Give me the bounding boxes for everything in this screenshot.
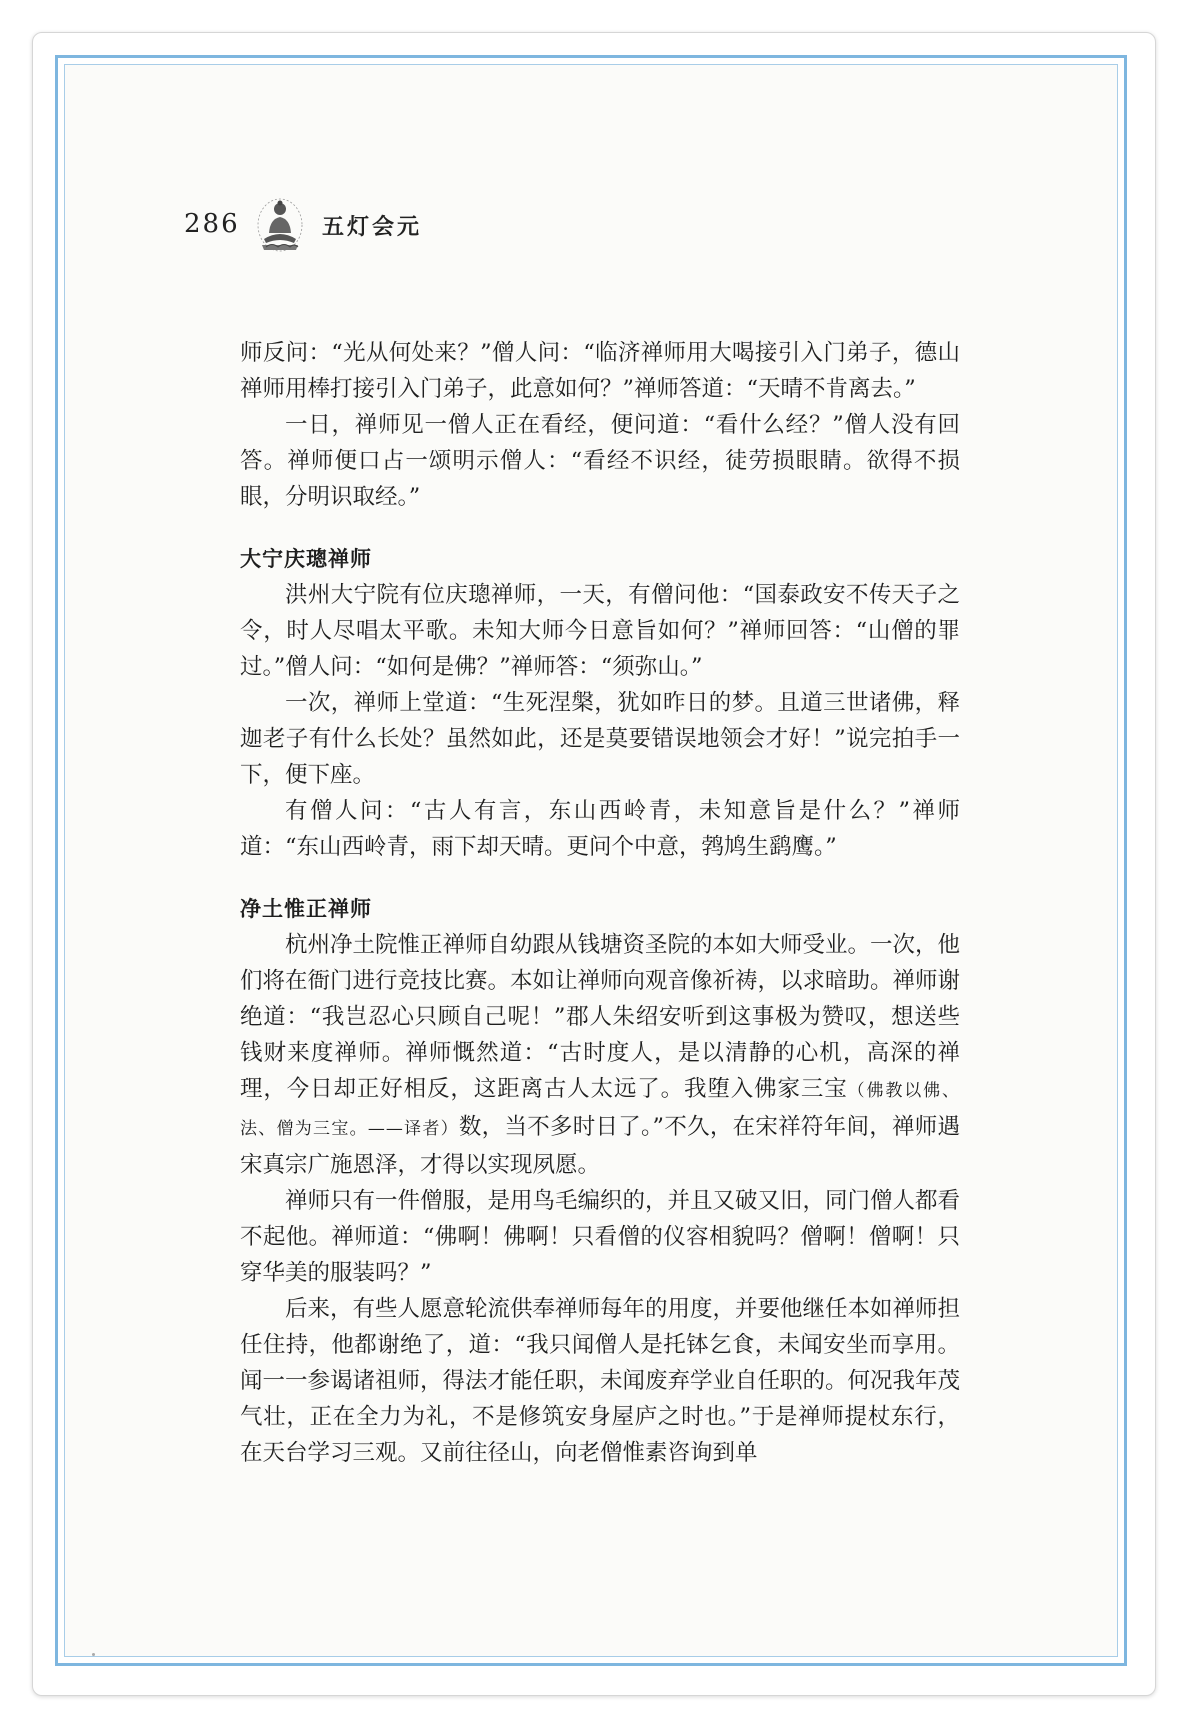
paragraph: 后来，有些人愿意轮流供奉禅师每年的用度，并要他继任本如禅师担任住持，他都谢绝了，道：“我只闻僧人是托钵乞食，未闻安坐而享用。闻一一参谒诸祖师，得法才能任职，未闻废弃学业自任职的。何况我年茂气壮，正在全力为礼，不是修筑安身屋庐之时也。”于是禅师提杖东行，在天台学习三观。又前往径山，向老僧惟素咨询到单 xyxy=(240,1296,961,1466)
paragraph-text: 数，当不多时日了。”不久，在宋祥符年间，禅师遇宋真宗广施恩泽，才得以实现夙愿。 xyxy=(240,1114,960,1178)
section-heading: 大宁庆璁禅师 xyxy=(240,547,372,571)
paragraph xyxy=(240,927,960,1183)
paragraph: 有僧人问：“古人有言，东山西岭青，未知意旨是什么？”禅师道：“东山西岭青，雨下却天晴。更问个中意，鹁鸠生鹞鹰。” xyxy=(240,798,960,860)
paragraph: 一次，禅师上堂道：“生死涅槃，犹如昨日的梦。且道三世诸佛，释迦老子有什么长处？虽然如此，还是莫要错误地领会才好！”说完拍手一下，便下座。 xyxy=(240,690,960,788)
scan-speck xyxy=(92,1653,95,1656)
paragraph: 师反问：“光从何处来？”僧人问：“临济禅师用大喝接引入门弟子，德山禅师用棒打接引入门弟子，此意如何？”禅师答道：“天晴不肯离去。” xyxy=(240,340,960,402)
seated-buddha-icon xyxy=(254,195,306,253)
page-number: 286 xyxy=(184,209,240,239)
translator-note: （佛教以佛、法、僧为三宝。——译者） xyxy=(240,1081,960,1139)
book-title: 五灯会元 xyxy=(322,215,423,240)
paragraph: 禅师只有一件僧服，是用鸟毛编织的，并且又破又旧，同门僧人都看不起他。禅师道：“佛啊！佛啊！只看僧的仪容相貌吗？僧啊！僧啊！只穿华美的服装吗？” xyxy=(240,1188,961,1286)
running-header xyxy=(184,195,684,255)
section-heading: 净土惟正禅师 xyxy=(240,897,372,921)
paragraph-text: 杭州净土院惟正禅师自幼跟从钱塘资圣院的本如大师受业。一次，他们将在衙门进行竞技比赛。本如让禅师向观音像祈祷，以求暗助。禅师谢绝道：“我岂忍心只顾自己呢！”郡人朱绍安听到这事极为赞叹，想送些钱财来度禅师。禅师慨然道：“古时度人，是以清静的心机，高深的禅理，今日却正好相反，这距离古人太远了。我堕入佛家三宝 xyxy=(240,932,961,1102)
paragraph: 一日，禅师见一僧人正在看经，便问道：“看什么经？”僧人没有回答。禅师便口占一颂明示僧人：“看经不识经，徒劳损眼睛。欲得不损眼，分明识取经。” xyxy=(240,412,960,510)
paragraph: 洪州大宁院有位庆璁禅师，一天，有僧问他：“国泰政安不传天子之令，时人尽唱太平歌。未知大师今日意旨如何？”禅师回答：“山僧的罪过。”僧人问：“如何是佛？”禅师答：“须弥山。” xyxy=(240,582,960,680)
page-body xyxy=(240,335,960,1471)
